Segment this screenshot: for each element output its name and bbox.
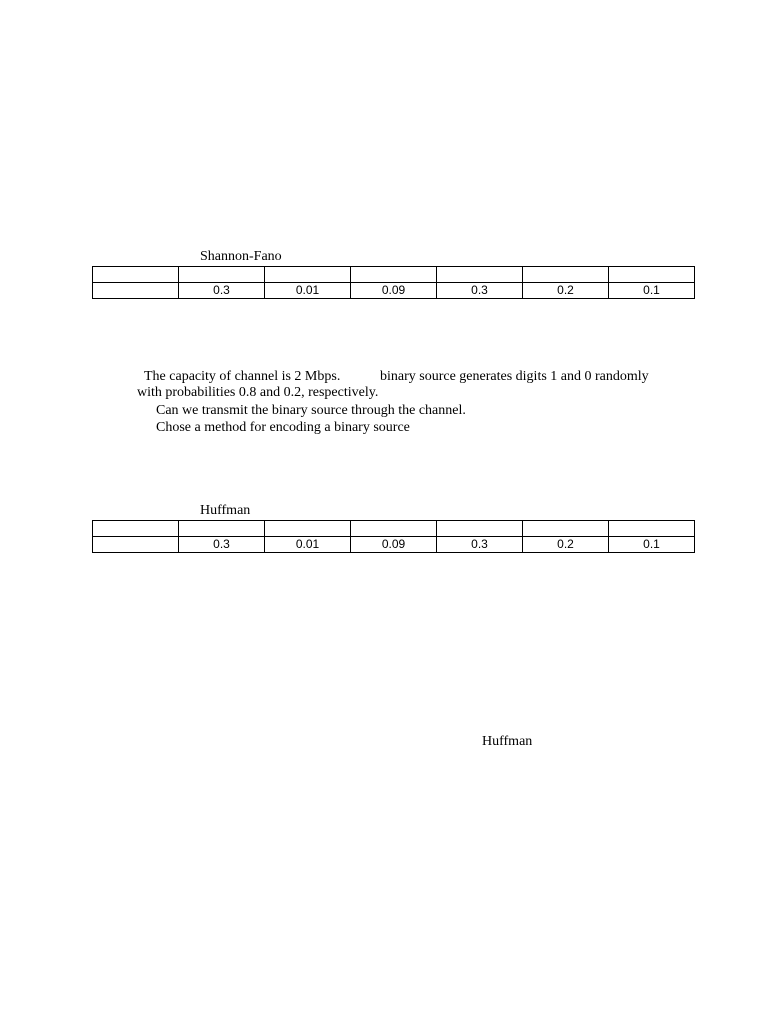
probability-cell: 0.2 — [523, 283, 609, 299]
question-line-3: Can we transmit the binary source through the channel. — [156, 403, 466, 418]
question-line-2: with probabilities 0.8 and 0.2, respectively. — [137, 385, 379, 400]
shannon-fano-table — [92, 266, 695, 299]
probability-cell: 0.3 — [437, 283, 523, 299]
table-row — [93, 283, 695, 299]
probability-cell: 0.2 — [523, 537, 609, 553]
question-line-4: Chose a method for encoding a binary source — [156, 420, 410, 435]
probability-cell: 0.09 — [351, 283, 437, 299]
probability-cell: 0.1 — [609, 537, 695, 553]
table-cell — [265, 521, 351, 537]
table-cell — [437, 521, 523, 537]
table-cell — [93, 537, 179, 553]
huffman-footer-label: Huffman — [482, 734, 533, 749]
table-cell — [437, 267, 523, 283]
table-cell — [93, 267, 179, 283]
table-cell — [609, 267, 695, 283]
table-row — [93, 537, 695, 553]
table-cell — [179, 521, 265, 537]
table-header-row — [93, 267, 695, 283]
table-cell — [93, 521, 179, 537]
probability-cell: 0.3 — [437, 537, 523, 553]
table-cell — [523, 521, 609, 537]
probability-cell: 0.01 — [265, 283, 351, 299]
probability-cell: 0.01 — [265, 537, 351, 553]
huffman-table — [92, 520, 695, 553]
table-cell — [351, 521, 437, 537]
probability-cell: 0.09 — [351, 537, 437, 553]
huffman-title: Huffman — [200, 503, 251, 518]
shannon-fano-title: Shannon-Fano — [200, 249, 282, 264]
table-header-row — [93, 521, 695, 537]
table-cell — [523, 267, 609, 283]
question-line-1b: binary source generates digits 1 and 0 randomly — [380, 369, 649, 384]
table-cell — [179, 267, 265, 283]
probability-cell: 0.3 — [179, 537, 265, 553]
table-cell — [351, 267, 437, 283]
table-cell — [93, 283, 179, 299]
probability-cell: 0.1 — [609, 283, 695, 299]
table-cell — [609, 521, 695, 537]
table-cell — [265, 267, 351, 283]
question-line-1a: The capacity of channel is 2 Mbps. — [144, 369, 341, 384]
probability-cell: 0.3 — [179, 283, 265, 299]
